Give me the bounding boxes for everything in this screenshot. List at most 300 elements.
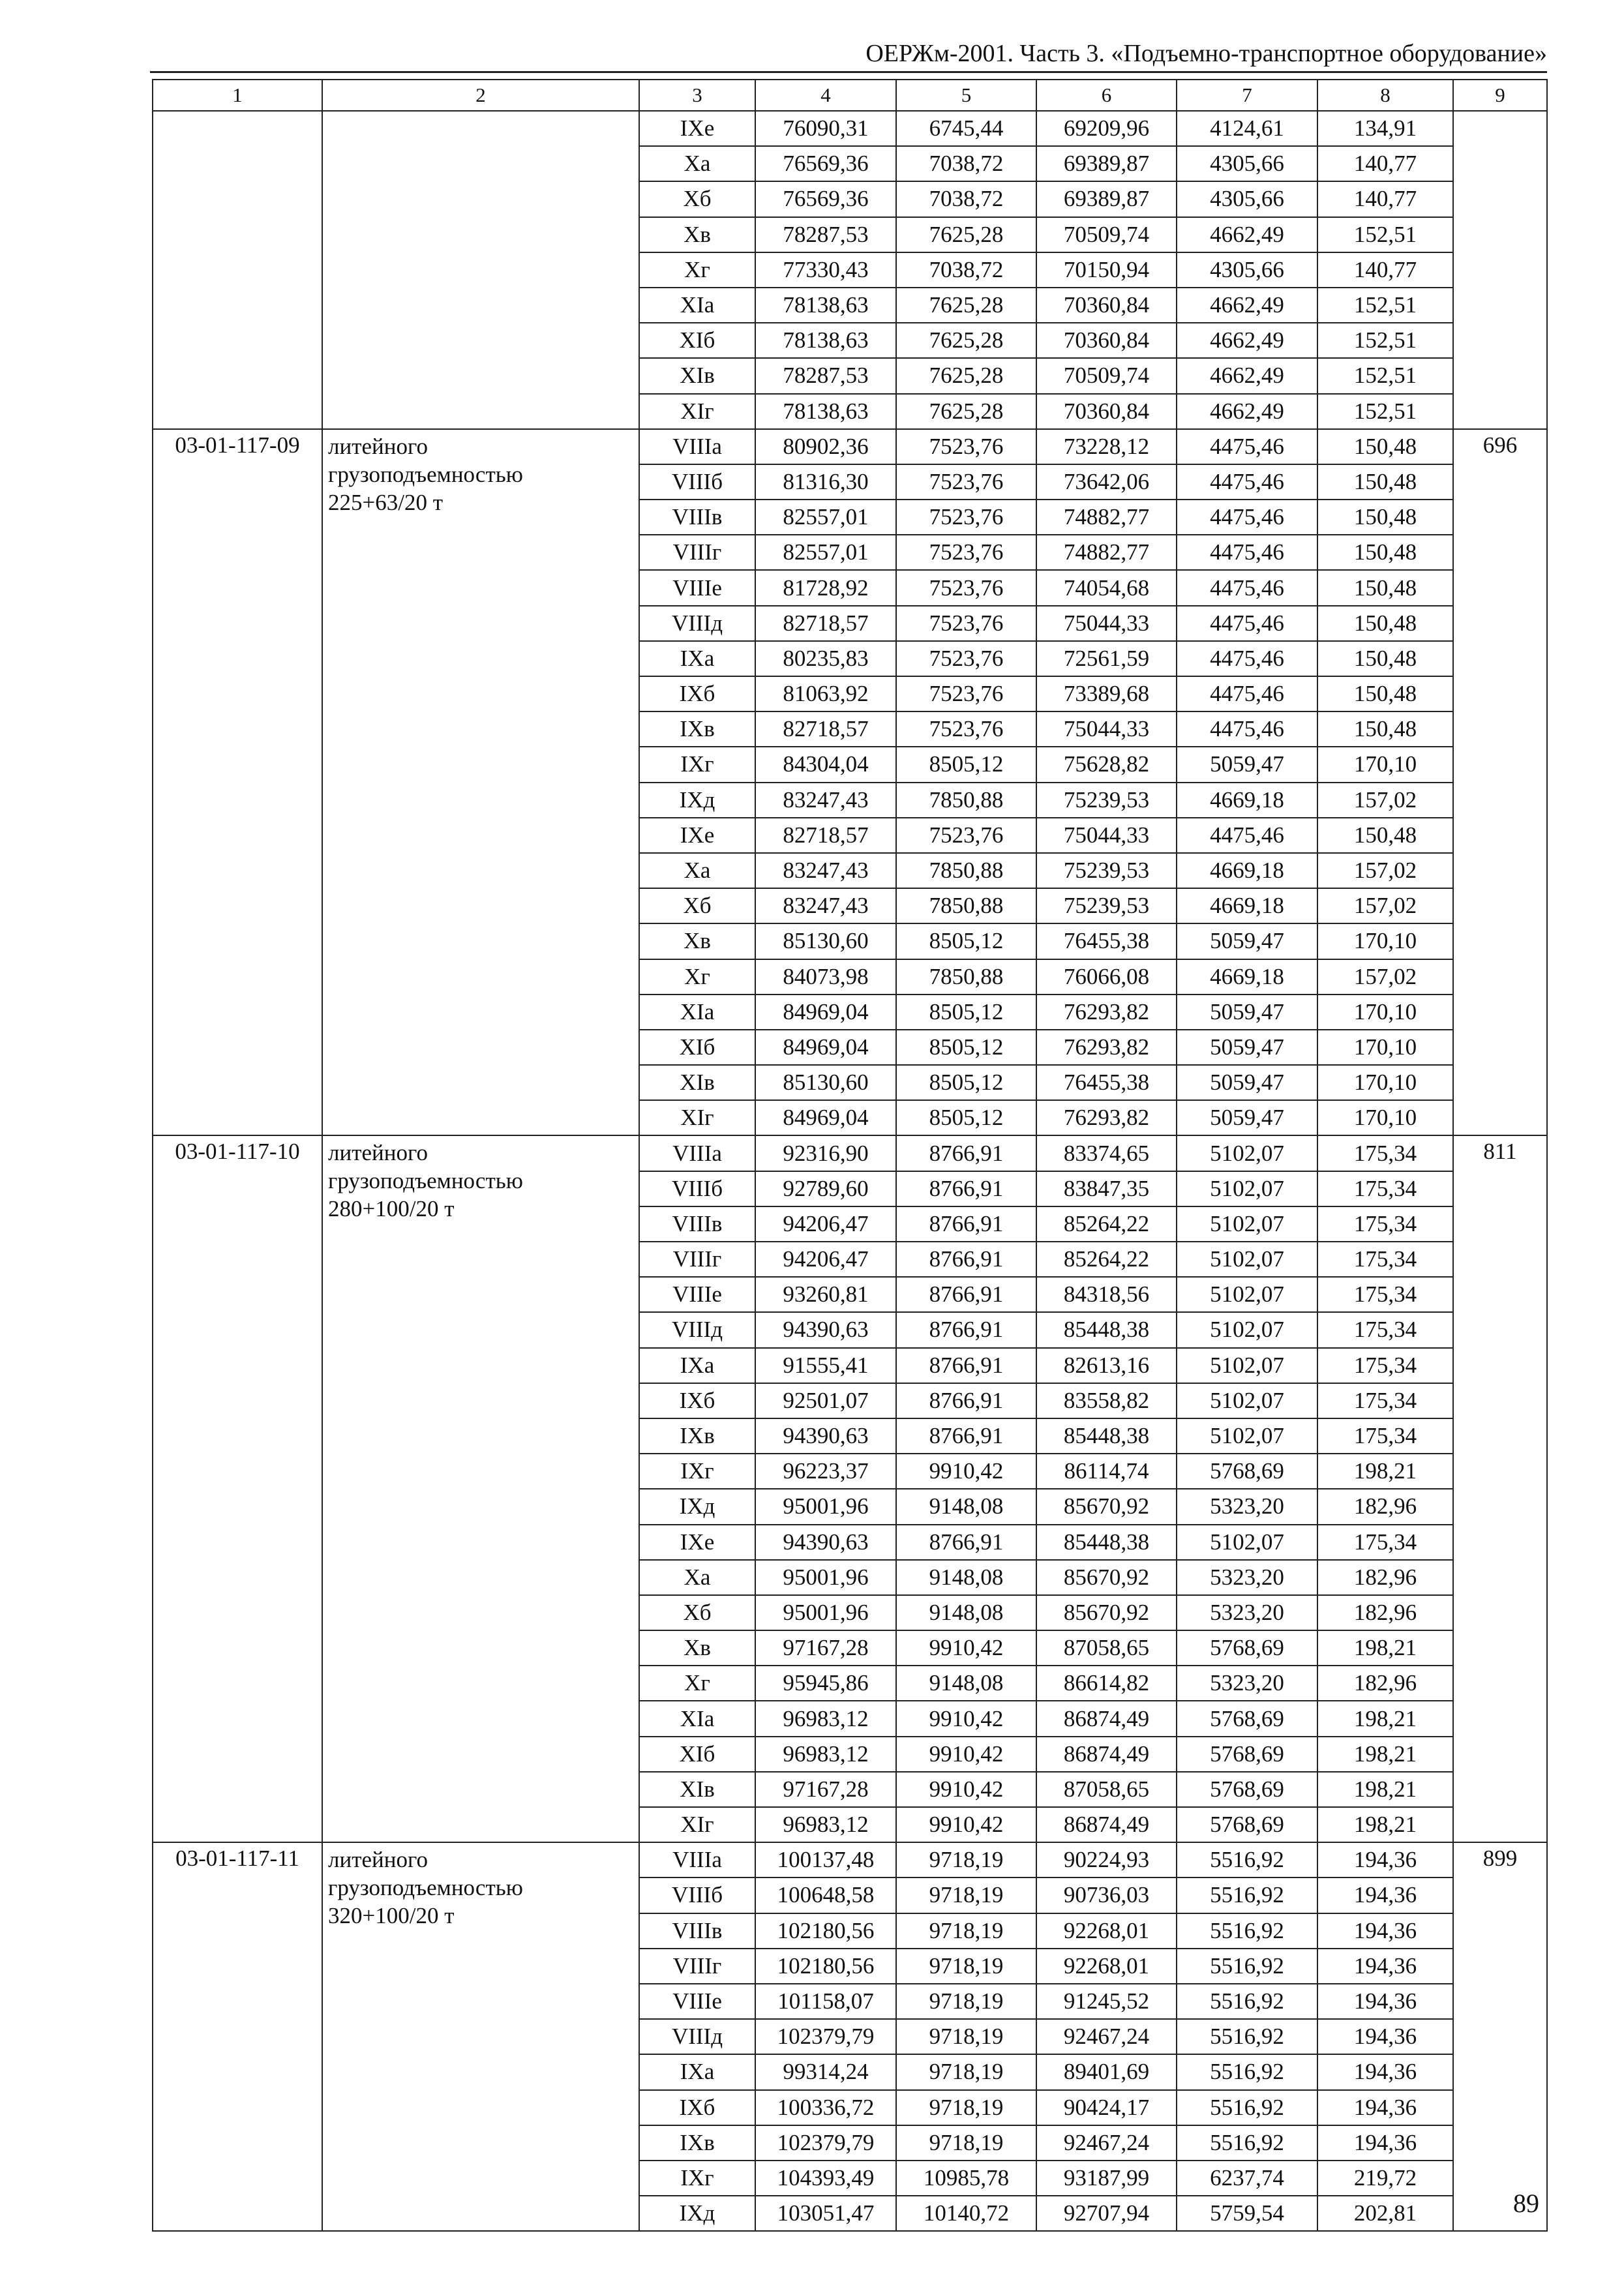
category-cell: VIIIв — [639, 500, 755, 535]
equipment-cost-cell: 86874,49 — [1036, 1807, 1177, 1842]
category-cell: XIв — [639, 1065, 755, 1100]
category-cell: VIIIг — [639, 535, 755, 570]
mass-cell: 696 — [1453, 429, 1547, 1136]
total-cost-cell: 94206,47 — [755, 1206, 896, 1242]
equipment-cost-cell: 74882,77 — [1036, 500, 1177, 535]
total-cost-cell: 81316,30 — [755, 464, 896, 500]
machine-cell: 5102,07 — [1177, 1171, 1317, 1206]
running-header: ОЕРЖм-2001. Часть 3. «Подъемно-транспортное оборудование» — [865, 40, 1547, 67]
labor-cell: 182,96 — [1317, 1595, 1453, 1630]
labor-cell: 140,77 — [1317, 252, 1453, 288]
wage-cell: 8766,91 — [896, 1242, 1036, 1277]
category-cell: VIIIб — [639, 464, 755, 500]
labor-cell: 175,34 — [1317, 1348, 1453, 1383]
category-cell: VIIIд — [639, 2019, 755, 2054]
labor-cell: 140,77 — [1317, 146, 1453, 181]
total-cost-cell: 82718,57 — [755, 711, 896, 747]
item-code: 03-01-117-10 — [153, 1135, 322, 1842]
machine-cell: 5102,07 — [1177, 1135, 1317, 1171]
wage-cell: 8505,12 — [896, 747, 1036, 782]
machine-cell: 5323,20 — [1177, 1595, 1317, 1630]
total-cost-cell: 80235,83 — [755, 641, 896, 676]
labor-cell: 170,10 — [1317, 1030, 1453, 1065]
total-cost-cell: 94206,47 — [755, 1242, 896, 1277]
equipment-cost-cell: 92268,01 — [1036, 1913, 1177, 1949]
total-cost-cell: 85130,60 — [755, 923, 896, 959]
wage-cell: 8766,91 — [896, 1348, 1036, 1383]
equipment-cost-cell: 76455,38 — [1036, 923, 1177, 959]
machine-cell: 4305,66 — [1177, 146, 1317, 181]
category-cell: Xв — [639, 923, 755, 959]
equipment-cost-cell: 72561,59 — [1036, 641, 1177, 676]
total-cost-cell: 77330,43 — [755, 252, 896, 288]
labor-cell: 175,34 — [1317, 1418, 1453, 1454]
wage-cell: 7625,28 — [896, 217, 1036, 252]
machine-cell: 5768,69 — [1177, 1807, 1317, 1842]
equipment-cost-cell: 76293,82 — [1036, 995, 1177, 1030]
equipment-cost-cell: 82613,16 — [1036, 1348, 1177, 1383]
total-cost-cell: 78138,63 — [755, 288, 896, 323]
labor-cell: 150,48 — [1317, 535, 1453, 570]
wage-cell: 9718,19 — [896, 1913, 1036, 1949]
equipment-cost-cell: 90424,17 — [1036, 2090, 1177, 2125]
category-cell: XIв — [639, 358, 755, 393]
equipment-cost-cell: 87058,65 — [1036, 1630, 1177, 1666]
wage-cell: 8766,91 — [896, 1171, 1036, 1206]
wage-cell: 7625,28 — [896, 323, 1036, 358]
category-cell: IXе — [639, 111, 755, 146]
wage-cell: 8766,91 — [896, 1206, 1036, 1242]
labor-cell: 175,34 — [1317, 1171, 1453, 1206]
equipment-cost-cell: 73228,12 — [1036, 429, 1177, 464]
wage-cell: 8505,12 — [896, 1100, 1036, 1135]
machine-cell: 5516,92 — [1177, 1949, 1317, 1984]
wage-cell: 9148,08 — [896, 1595, 1036, 1630]
labor-cell: 150,48 — [1317, 711, 1453, 747]
total-cost-cell: 96983,12 — [755, 1701, 896, 1736]
page-number: 89 — [1513, 2189, 1539, 2218]
total-cost-cell: 83247,43 — [755, 783, 896, 818]
machine-cell: 5516,92 — [1177, 1913, 1317, 1949]
category-cell: Xб — [639, 888, 755, 923]
column-number-row — [153, 80, 1547, 111]
wage-cell: 8505,12 — [896, 923, 1036, 959]
wage-cell: 7523,76 — [896, 818, 1036, 853]
total-cost-cell: 82557,01 — [755, 535, 896, 570]
machine-cell: 4662,49 — [1177, 323, 1317, 358]
total-cost-cell: 100137,48 — [755, 1842, 896, 1878]
labor-cell: 152,51 — [1317, 288, 1453, 323]
labor-cell: 170,10 — [1317, 995, 1453, 1030]
labor-cell: 198,21 — [1317, 1807, 1453, 1842]
item-code — [153, 111, 322, 429]
wage-cell: 7523,76 — [896, 429, 1036, 464]
equipment-cost-cell: 70360,84 — [1036, 323, 1177, 358]
equipment-cost-cell: 89401,69 — [1036, 2054, 1177, 2089]
category-cell: VIIIв — [639, 1206, 755, 1242]
machine-cell: 5102,07 — [1177, 1277, 1317, 1312]
wage-cell: 9910,42 — [896, 1701, 1036, 1736]
equipment-cost-cell: 86114,74 — [1036, 1454, 1177, 1489]
equipment-cost-cell: 75239,53 — [1036, 888, 1177, 923]
item-name — [322, 111, 639, 429]
labor-cell: 150,48 — [1317, 429, 1453, 464]
total-cost-cell: 81728,92 — [755, 570, 896, 605]
category-cell: IXб — [639, 676, 755, 711]
machine-cell: 5768,69 — [1177, 1454, 1317, 1489]
category-cell: IXв — [639, 711, 755, 747]
wage-cell: 8505,12 — [896, 1030, 1036, 1065]
machine-cell: 5768,69 — [1177, 1737, 1317, 1772]
wage-cell: 8766,91 — [896, 1135, 1036, 1171]
machine-cell: 4669,18 — [1177, 959, 1317, 995]
machine-cell: 4662,49 — [1177, 288, 1317, 323]
machine-cell: 4305,66 — [1177, 252, 1317, 288]
labor-cell: 170,10 — [1317, 1100, 1453, 1135]
category-cell: Xг — [639, 959, 755, 995]
mass-cell — [1453, 111, 1547, 429]
column-number: 3 — [639, 80, 755, 111]
total-cost-cell: 94390,63 — [755, 1312, 896, 1347]
wage-cell: 9910,42 — [896, 1630, 1036, 1666]
total-cost-cell: 76090,31 — [755, 111, 896, 146]
total-cost-cell: 95001,96 — [755, 1489, 896, 1524]
total-cost-cell: 84969,04 — [755, 1100, 896, 1135]
wage-cell: 7850,88 — [896, 783, 1036, 818]
labor-cell: 194,36 — [1317, 1949, 1453, 1984]
wage-cell: 9910,42 — [896, 1772, 1036, 1807]
total-cost-cell: 82718,57 — [755, 606, 896, 641]
equipment-cost-cell: 69389,87 — [1036, 146, 1177, 181]
equipment-cost-cell: 76066,08 — [1036, 959, 1177, 995]
wage-cell: 7625,28 — [896, 394, 1036, 429]
category-cell: Xа — [639, 146, 755, 181]
machine-cell: 4662,49 — [1177, 217, 1317, 252]
machine-cell: 4475,46 — [1177, 818, 1317, 853]
wage-cell: 9718,19 — [896, 1878, 1036, 1913]
table-row — [153, 429, 1547, 464]
labor-cell: 194,36 — [1317, 2090, 1453, 2125]
item-name-line: 320+100/20 т — [328, 1903, 455, 1929]
labor-cell: 134,91 — [1317, 111, 1453, 146]
machine-cell: 5516,92 — [1177, 1984, 1317, 2019]
machine-cell: 4475,46 — [1177, 606, 1317, 641]
category-cell: IXг — [639, 1454, 755, 1489]
equipment-cost-cell: 90736,03 — [1036, 1878, 1177, 1913]
machine-cell: 5516,92 — [1177, 2019, 1317, 2054]
labor-cell: 194,36 — [1317, 1913, 1453, 1949]
machine-cell: 5102,07 — [1177, 1348, 1317, 1383]
machine-cell: 5516,92 — [1177, 2054, 1317, 2089]
category-cell: VIIIд — [639, 606, 755, 641]
category-cell: VIIIб — [639, 1171, 755, 1206]
machine-cell: 5059,47 — [1177, 995, 1317, 1030]
wage-cell: 9910,42 — [896, 1454, 1036, 1489]
item-name-line: литейного — [328, 1847, 428, 1873]
machine-cell: 5516,92 — [1177, 1878, 1317, 1913]
machine-cell: 4305,66 — [1177, 181, 1317, 217]
labor-cell: 157,02 — [1317, 783, 1453, 818]
category-cell: XIб — [639, 323, 755, 358]
machine-cell: 5059,47 — [1177, 1100, 1317, 1135]
equipment-cost-cell: 75239,53 — [1036, 783, 1177, 818]
total-cost-cell: 97167,28 — [755, 1630, 896, 1666]
total-cost-cell: 100336,72 — [755, 2090, 896, 2125]
wage-cell: 8766,91 — [896, 1383, 1036, 1418]
labor-cell: 150,48 — [1317, 464, 1453, 500]
total-cost-cell: 91555,41 — [755, 1348, 896, 1383]
total-cost-cell: 95001,96 — [755, 1595, 896, 1630]
labor-cell: 182,96 — [1317, 1560, 1453, 1595]
equipment-cost-cell: 70360,84 — [1036, 288, 1177, 323]
equipment-cost-cell: 85264,22 — [1036, 1206, 1177, 1242]
equipment-cost-cell: 92467,24 — [1036, 2019, 1177, 2054]
equipment-cost-cell: 85448,38 — [1036, 1312, 1177, 1347]
machine-cell: 4475,46 — [1177, 570, 1317, 605]
equipment-cost-cell: 74882,77 — [1036, 535, 1177, 570]
wage-cell: 7625,28 — [896, 288, 1036, 323]
equipment-cost-cell: 86874,49 — [1036, 1737, 1177, 1772]
item-name — [322, 429, 639, 1136]
equipment-cost-cell: 70360,84 — [1036, 394, 1177, 429]
machine-cell: 4662,49 — [1177, 394, 1317, 429]
category-cell: VIIIа — [639, 429, 755, 464]
category-cell: IXе — [639, 818, 755, 853]
total-cost-cell: 104393,49 — [755, 2161, 896, 2196]
total-cost-cell: 82557,01 — [755, 500, 896, 535]
category-cell: XIа — [639, 995, 755, 1030]
labor-cell: 150,48 — [1317, 570, 1453, 605]
total-cost-cell: 76569,36 — [755, 146, 896, 181]
category-cell: XIв — [639, 1772, 755, 1807]
labor-cell: 150,48 — [1317, 606, 1453, 641]
header-rule — [150, 71, 1547, 73]
wage-cell: 7523,76 — [896, 711, 1036, 747]
equipment-cost-cell: 92707,94 — [1036, 2196, 1177, 2231]
machine-cell: 4475,46 — [1177, 500, 1317, 535]
total-cost-cell: 83247,43 — [755, 853, 896, 888]
category-cell: VIIIб — [639, 1878, 755, 1913]
machine-cell: 5059,47 — [1177, 1030, 1317, 1065]
labor-cell: 182,96 — [1317, 1666, 1453, 1701]
equipment-cost-cell: 86614,82 — [1036, 1666, 1177, 1701]
machine-cell: 4669,18 — [1177, 888, 1317, 923]
machine-cell: 4475,46 — [1177, 641, 1317, 676]
total-cost-cell: 93260,81 — [755, 1277, 896, 1312]
total-cost-cell: 80902,36 — [755, 429, 896, 464]
equipment-cost-cell: 70150,94 — [1036, 252, 1177, 288]
equipment-cost-cell: 87058,65 — [1036, 1772, 1177, 1807]
labor-cell: 175,34 — [1317, 1525, 1453, 1560]
wage-cell: 9910,42 — [896, 1807, 1036, 1842]
labor-cell: 150,48 — [1317, 641, 1453, 676]
wage-cell: 8505,12 — [896, 995, 1036, 1030]
total-cost-cell: 84969,04 — [755, 995, 896, 1030]
column-number: 1 — [153, 80, 322, 111]
labor-cell: 194,36 — [1317, 2125, 1453, 2161]
mass-cell: 811 — [1453, 1135, 1547, 1842]
equipment-cost-cell: 76293,82 — [1036, 1100, 1177, 1135]
equipment-cost-cell: 75239,53 — [1036, 853, 1177, 888]
total-cost-cell: 92501,07 — [755, 1383, 896, 1418]
item-name — [322, 1135, 639, 1842]
equipment-cost-cell: 74054,68 — [1036, 570, 1177, 605]
machine-cell: 5516,92 — [1177, 2125, 1317, 2161]
equipment-cost-cell: 75044,33 — [1036, 606, 1177, 641]
category-cell: IXв — [639, 1418, 755, 1454]
equipment-cost-cell: 86874,49 — [1036, 1701, 1177, 1736]
item-name-line: 280+100/20 т — [328, 1196, 455, 1222]
wage-cell: 9718,19 — [896, 2090, 1036, 2125]
category-cell: XIа — [639, 288, 755, 323]
equipment-cost-cell: 85670,92 — [1036, 1489, 1177, 1524]
wage-cell: 9718,19 — [896, 2054, 1036, 2089]
total-cost-cell: 82718,57 — [755, 818, 896, 853]
total-cost-cell: 95945,86 — [755, 1666, 896, 1701]
total-cost-cell: 100648,58 — [755, 1878, 896, 1913]
labor-cell: 157,02 — [1317, 888, 1453, 923]
machine-cell: 5102,07 — [1177, 1383, 1317, 1418]
equipment-cost-cell: 76455,38 — [1036, 1065, 1177, 1100]
category-cell: IXе — [639, 1525, 755, 1560]
item-name-line: грузоподъемностью — [328, 1168, 523, 1194]
machine-cell: 4669,18 — [1177, 783, 1317, 818]
labor-cell: 152,51 — [1317, 358, 1453, 393]
item-name — [322, 1842, 639, 2231]
total-cost-cell: 102379,79 — [755, 2125, 896, 2161]
labor-cell: 198,21 — [1317, 1630, 1453, 1666]
machine-cell: 5768,69 — [1177, 1701, 1317, 1736]
machine-cell: 4475,46 — [1177, 429, 1317, 464]
labor-cell: 182,96 — [1317, 1489, 1453, 1524]
equipment-cost-cell: 83847,35 — [1036, 1171, 1177, 1206]
labor-cell: 194,36 — [1317, 2019, 1453, 2054]
labor-cell: 175,34 — [1317, 1206, 1453, 1242]
labor-cell: 175,34 — [1317, 1312, 1453, 1347]
equipment-cost-cell: 85670,92 — [1036, 1595, 1177, 1630]
labor-cell: 170,10 — [1317, 747, 1453, 782]
labor-cell: 194,36 — [1317, 1842, 1453, 1878]
category-cell: Xв — [639, 1630, 755, 1666]
category-cell: XIг — [639, 1100, 755, 1135]
total-cost-cell: 102180,56 — [755, 1913, 896, 1949]
labor-cell: 198,21 — [1317, 1701, 1453, 1736]
wage-cell: 6745,44 — [896, 111, 1036, 146]
category-cell: IXа — [639, 2054, 755, 2089]
table-row — [153, 111, 1547, 146]
category-cell: IXд — [639, 2196, 755, 2231]
total-cost-cell: 96983,12 — [755, 1737, 896, 1772]
labor-cell: 150,48 — [1317, 500, 1453, 535]
category-cell: VIIIг — [639, 1949, 755, 1984]
category-cell: VIIIе — [639, 1984, 755, 2019]
machine-cell: 5102,07 — [1177, 1418, 1317, 1454]
total-cost-cell: 102379,79 — [755, 2019, 896, 2054]
category-cell: VIIIе — [639, 1277, 755, 1312]
equipment-cost-cell: 92467,24 — [1036, 2125, 1177, 2161]
machine-cell: 5059,47 — [1177, 923, 1317, 959]
wage-cell: 8766,91 — [896, 1418, 1036, 1454]
category-cell: IXа — [639, 1348, 755, 1383]
wage-cell: 7523,76 — [896, 464, 1036, 500]
machine-cell: 5102,07 — [1177, 1206, 1317, 1242]
machine-cell: 4475,46 — [1177, 464, 1317, 500]
wage-cell: 8766,91 — [896, 1525, 1036, 1560]
labor-cell: 170,10 — [1317, 923, 1453, 959]
machine-cell: 5759,54 — [1177, 2196, 1317, 2231]
labor-cell: 175,34 — [1317, 1242, 1453, 1277]
column-number: 4 — [755, 80, 896, 111]
labor-cell: 175,34 — [1317, 1383, 1453, 1418]
total-cost-cell: 99314,24 — [755, 2054, 896, 2089]
labor-cell: 175,34 — [1317, 1277, 1453, 1312]
total-cost-cell: 94390,63 — [755, 1525, 896, 1560]
wage-cell: 7523,76 — [896, 570, 1036, 605]
category-cell: IXб — [639, 2090, 755, 2125]
wage-cell: 7523,76 — [896, 641, 1036, 676]
total-cost-cell: 95001,96 — [755, 1560, 896, 1595]
wage-cell: 9718,19 — [896, 2125, 1036, 2161]
labor-cell: 175,34 — [1317, 1135, 1453, 1171]
category-cell: XIг — [639, 1807, 755, 1842]
category-cell: Xг — [639, 252, 755, 288]
machine-cell: 4669,18 — [1177, 853, 1317, 888]
wage-cell: 7850,88 — [896, 888, 1036, 923]
table-row — [153, 1135, 1547, 1171]
item-code: 03-01-117-11 — [153, 1842, 322, 2231]
wage-cell: 7038,72 — [896, 146, 1036, 181]
item-code: 03-01-117-09 — [153, 429, 322, 1136]
labor-cell: 157,02 — [1317, 959, 1453, 995]
machine-cell: 5102,07 — [1177, 1242, 1317, 1277]
wage-cell: 7038,72 — [896, 181, 1036, 217]
machine-cell: 5323,20 — [1177, 1489, 1317, 1524]
total-cost-cell: 103051,47 — [755, 2196, 896, 2231]
category-cell: XIа — [639, 1701, 755, 1736]
labor-cell: 152,51 — [1317, 217, 1453, 252]
total-cost-cell: 84304,04 — [755, 747, 896, 782]
labor-cell: 194,36 — [1317, 1984, 1453, 2019]
category-cell: IXа — [639, 641, 755, 676]
wage-cell: 9718,19 — [896, 1949, 1036, 1984]
machine-cell: 5516,92 — [1177, 1842, 1317, 1878]
category-cell: XIб — [639, 1737, 755, 1772]
total-cost-cell: 78287,53 — [755, 217, 896, 252]
item-name-line: литейного — [328, 433, 428, 459]
equipment-cost-cell: 85448,38 — [1036, 1525, 1177, 1560]
machine-cell: 4662,49 — [1177, 358, 1317, 393]
equipment-cost-cell: 83558,82 — [1036, 1383, 1177, 1418]
category-cell: Xг — [639, 1666, 755, 1701]
category-cell: IXг — [639, 2161, 755, 2196]
labor-cell: 198,21 — [1317, 1454, 1453, 1489]
wage-cell: 8505,12 — [896, 1065, 1036, 1100]
category-cell: Xа — [639, 853, 755, 888]
equipment-cost-cell: 91245,52 — [1036, 1984, 1177, 2019]
category-cell: Xб — [639, 1595, 755, 1630]
labor-cell: 198,21 — [1317, 1737, 1453, 1772]
equipment-cost-cell: 75628,82 — [1036, 747, 1177, 782]
category-cell: VIIIа — [639, 1135, 755, 1171]
category-cell: XIб — [639, 1030, 755, 1065]
equipment-cost-cell: 75044,33 — [1036, 818, 1177, 853]
equipment-cost-cell: 90224,93 — [1036, 1842, 1177, 1878]
machine-cell: 5059,47 — [1177, 747, 1317, 782]
category-cell: IXг — [639, 747, 755, 782]
machine-cell: 5323,20 — [1177, 1560, 1317, 1595]
wage-cell: 8766,91 — [896, 1277, 1036, 1312]
wage-cell: 9148,08 — [896, 1489, 1036, 1524]
